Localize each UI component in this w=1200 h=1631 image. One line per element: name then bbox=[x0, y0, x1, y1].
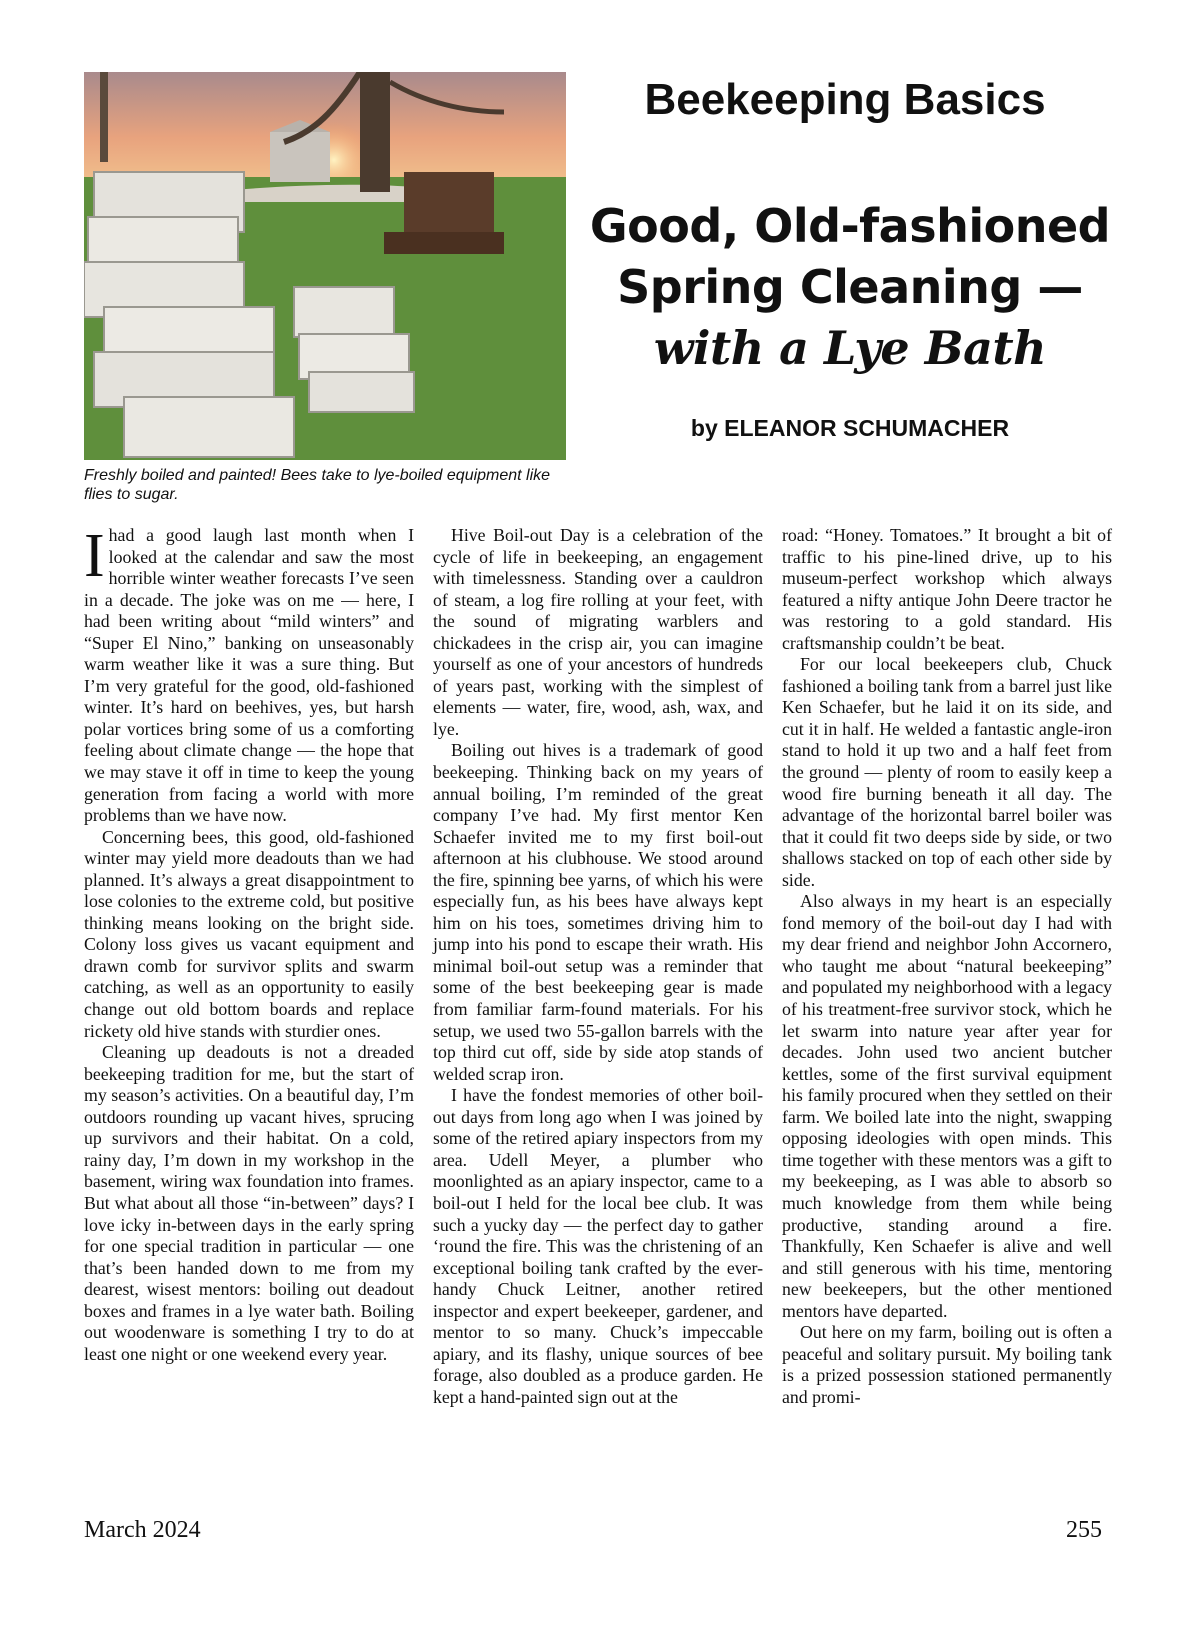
paragraph: Concerning bees, this good, old-fashioned winter may yield more deadouts than we had planned. It’s always a great disappointment to lose colonies to the extreme cold, but positive thinking means looking on the bright side. Colony loss gives us vacant equipment and drawn comb for survivor splits and swarm catching, as well as an opportunity to easily change out old bottom boards and replace rickety old hive stands with sturdier ones. bbox=[84, 826, 414, 1041]
photo-caption: Freshly boiled and painted! Bees take to lye-boiled equipment like flies to sugar. bbox=[84, 467, 551, 503]
article-column-2 bbox=[433, 525, 763, 1408]
paragraph: For our local beekeepers club, Chuck fashioned a boiling tank from a barrel just like Ken Schaefer, but he laid it on its side, and cut it in half. He welded a fantastic angle-iron stand to hold it up two and a half feet from the ground — plenty of room to easily keep a wood fire burning beneath it all day. The advantage of the horizontal barrel boiler was that it could fit two deeps side by side, or two shallows stacked on top of each other side by side. bbox=[782, 654, 1112, 890]
headline-line-3: with a Lye Bath bbox=[653, 321, 1047, 375]
issue-date: March 2024 bbox=[84, 1517, 201, 1543]
article-column-3 bbox=[782, 525, 1112, 1408]
paragraph: Boiling out hives is a trademark of good beekeeping. Thinking back on my years of annual boiling, I’m reminded of the great company I’ve had. My first mentor Ken Schaefer invited me to my first boil-out afternoon at his clubhouse. We stood around the fire, spinning bee yarns, of which his were especially fun, as his bees have always kept him on his toes, sometimes driving him to jump into his pond to escape their wrath. His minimal boil-out setup was a reminder that some of the best beekeeping gear is made from familiar farm-found materials. For his setup, we used two 55-gallon barrels with the top third cut off, side by side atop stands of welded scrap iron. bbox=[433, 740, 763, 1084]
paragraph: I have the fondest memories of other boil-out days from long ago when I was joined by some of the retired apiary inspectors from my area. Udell Meyer, a plumber who moonlighted as an apiary inspector, came to a boil-out I held for the local bee club. It was such a yucky day — the perfect day to gather ‘round the fire. This was the christening of an exceptional boiling tank crafted by the ever-handy Chuck Leitner, another retired inspector and expert beekeeper, gardener, and mentor to so many. Chuck’s impeccable apiary, and its flashy, unique sources of bee forage, also doubled as a produce garden. He kept a hand-painted sign out at the bbox=[433, 1085, 763, 1407]
article-column-1 bbox=[84, 522, 414, 1365]
section-title: Beekeeping Basics bbox=[644, 75, 1046, 124]
byline: by ELEANOR SCHUMACHER bbox=[690, 415, 1010, 441]
paragraph: Cleaning up deadouts is not a dreaded beekeeping tradition for me, but the start of my season’s activities. On a beautiful day, I’m outdoors rounding up vacant hives, sprucing up survivors and their habitat. On a cold, rainy day, I’m down in my workshop in the basement, wiring wax foundation into frames. But what about all those “in-between” days? I love icky in-between days in the early spring for one special tradition in particular — one that’s been handed down to me from my dearest, wisest mentors: boiling out deadout boxes and frames in a lye water bath. Boiling out woodenware is something I try to do at least one night or one weekend every year. bbox=[84, 1042, 414, 1364]
headline-line-2: Spring Cleaning — bbox=[617, 260, 1083, 314]
paragraph bbox=[84, 522, 414, 827]
page-number: 255 bbox=[1066, 1517, 1102, 1543]
drop-cap: I bbox=[84, 522, 105, 590]
paragraph: road: “Honey. Tomatoes.” It brought a bit of traffic to his pine-lined drive, up to his museum-perfect workshop which always featured a nifty antique John Deere tractor he was restoring to a gold standard. His craftsmanship couldn’t be beat. bbox=[782, 525, 1112, 653]
photo-illustration bbox=[84, 72, 566, 460]
paragraph: Out here on my farm, boiling out is often a peaceful and solitary pursuit. My boiling tank is a prized possession stationed permanently and promi- bbox=[782, 1322, 1112, 1407]
article-headline bbox=[570, 196, 1130, 379]
paragraph-text: had a good laugh last month when I looked at the calendar and saw the most horrible winter weather forecasts I’ve seen in a decade. The joke was on me — here, I had been writing about “mild winters” and “Super El Nino,” banking on unseasonably warm weather like it was a sure thing. But I’m very grateful for the good, old-fashioned winter. It’s hard on beehives, yes, but harsh polar vortices bring some of us a comforting feeling about climate change — the hope that we may stave it off in time to keep the young generation from facing a world with more problems than we have now. bbox=[84, 525, 414, 826]
paragraph: Also always in my heart is an especially fond memory of the boil-out day I had with my dear friend and neighbor John Accornero, who taught me about “natural beekeeping” and populated my neighborhood with a legacy of his treatment-free survivor stock, which he let swarm into nature year after year for decades. John used two ancient butcher kettles, some of the first survival equipment his family procured when they settled on their farm. We boiled late into the night, swapping opposing ideologies with open minds. This time together with these mentors was a gift to my beekeeping, as I was able to absorb so much knowledge from them while being productive, standing around a fire. Thankfully, Ken Schaefer is alive and well and still generous with his time, mentoring new beekeepers, but the other mentioned mentors have departed. bbox=[782, 891, 1112, 1321]
headline-line-1: Good, Old-fashioned bbox=[589, 199, 1111, 253]
paragraph: Hive Boil-out Day is a celebration of the cycle of life in beekeeping, an engagement with timelessness. Standing over a cauldron of steam, a log fire rolling at your feet, with the sound of migrating warblers and chickadees in the crisp air, you can imagine yourself as one of your ancestors of hundreds of years past, working with the simplest of elements — water, fire, wood, ash, wax, and lye. bbox=[433, 525, 763, 739]
hive-boxes-photo bbox=[84, 72, 566, 460]
